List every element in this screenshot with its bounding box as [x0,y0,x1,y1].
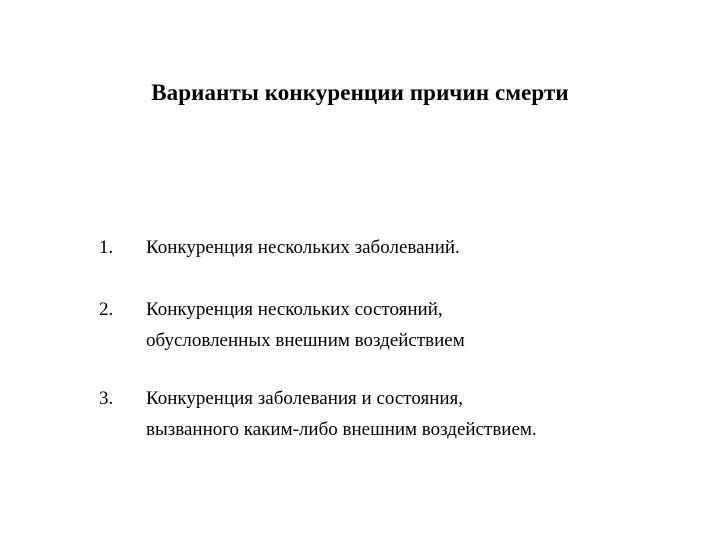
list-item-line: Конкуренция заболевания и состояния, [146,388,464,409]
list-item-text [146,386,686,442]
list-item-number: 1. [99,237,114,258]
list-item-text [146,297,686,353]
list-item-line: Конкуренция нескольких заболеваний. [146,237,460,258]
list-item-number: 2. [99,299,114,320]
list-item-number: 3. [99,388,114,409]
list-item-line: Конкуренция нескольких состояний, [146,299,443,320]
list-item-line: обусловленных внешним воздействием [146,330,465,351]
list-item-text [146,235,686,260]
slide-title: Варианты конкуренции причин смерти [151,80,569,105]
list-item-line: вызванного каким-либо внешним воздействием. [146,419,537,440]
